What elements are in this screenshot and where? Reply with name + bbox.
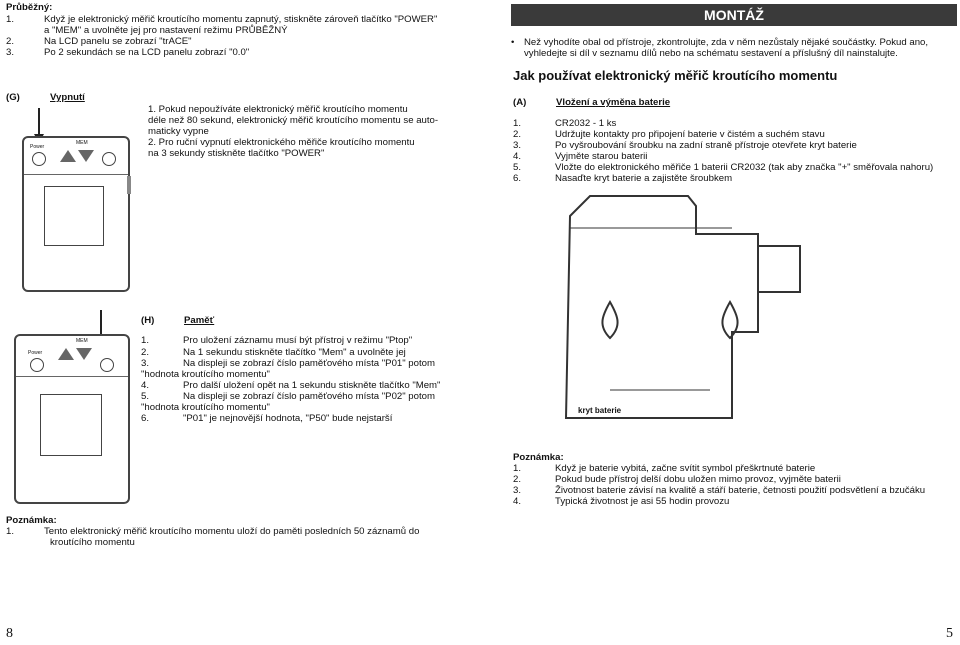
memory-step-4: 4. Pro další uložení opět na 1 sekundu stiskněte tlačítko "Mem" [141,380,441,391]
battery-cover-label: kryt baterie [578,406,622,415]
memory-step-5: 5. Na displeji se zobrazí číslo paměťového místa "P02" potom [141,391,435,402]
divider [16,376,128,377]
unpack-bullet: • Než vyhodíte obal od přístroje, zkontrolujte, zda v něm nezůstaly nějaké součástky. Pokud ano, vyhledejte si díl v seznamu dílů nebo na schématu sestavení a příslušný díl nainstalujte. [511,37,929,59]
screw-hole-icon [722,302,737,338]
page-number-left: 8 [6,626,13,641]
page-number-right: 5 [946,626,953,641]
up-arrow-button-icon [58,348,74,360]
continuous-step-1: 1. Když je elektronický měřič kroutícího momentu zapnutý, stiskněte zároveň tlačítko "POWER" [6,14,438,25]
screw-hole-icon [602,302,617,338]
right-note-title: Poznámka: [513,452,564,463]
power-button-icon [30,358,44,372]
arrow-icon [38,108,40,136]
device-body [22,136,130,292]
divider [24,174,128,175]
memory-step-2: 2. Na 1 sekundu stiskněte tlačítko "Mem" a uvolněte jej [141,347,406,358]
right-note-item-3: 3. Životnost baterie závisí na kvalitě a stáří baterie, četnosti použití podsvětlení a bzučáku [513,485,926,496]
side-connector [127,176,131,194]
memory-step-5-cont: "hodnota kroutícího momentu" [141,402,270,413]
memory-step-3: 3. Na displeji se zobrazí číslo paměťového místa "P01" potom [141,358,435,369]
section-a-title: Vložení a výměna baterie [556,97,671,108]
mem-button-icon [102,152,116,166]
arrow-icon [100,310,102,336]
up-arrow-button-icon [60,150,76,162]
device-body [14,334,130,504]
section-g-label: (G) [6,92,20,103]
continuous-mode-title: Průběžný: [6,2,53,13]
mem-button-icon [100,358,114,372]
section-a-label: (A) [513,97,527,108]
bullet-icon: • [511,37,515,48]
down-arrow-button-icon [78,150,94,162]
battery-step-1: 1. CR2032 - 1 ks [513,118,617,129]
left-note-item-1: 1. Tento elektronický měřič kroutícího momentu uloží do paměti posledních 50 záznamů do [6,526,420,537]
battery-step-2: 2. Udržujte kontakty pro připojení baterie v čistém a suchém stavu [513,129,825,140]
right-note-item-4: 4. Typická životnost je asi 55 hodin provozu [513,496,730,507]
section-h-label: (H) [141,315,155,326]
down-arrow-button-icon [76,348,92,360]
continuous-step-2: 2. Na LCD panelu se zobrazí "trACE" [6,36,192,47]
right-note-item-1: 1. Když je baterie vybitá, začne svítit symbol přeškrtnuté baterie [513,463,816,474]
memory-step-3-cont: "hodnota kroutícího momentu" [141,369,270,380]
memory-step-1: 1. Pro uložení záznamu musí být přístroj v režimu "Ptop" [141,335,413,346]
device-housing [566,196,758,418]
mem-button-label: MEM [76,140,88,146]
battery-step-4: 4. Vyjměte starou baterii [513,151,648,162]
power-button-label: Power [28,350,43,356]
mem-button-label: MEM [76,338,88,344]
section-g-paragraph-2: 2. Pro ruční vypnutí elektronického měřiče kroutícího momentu na 3 sekundy stiskněte tlačítko "POWER" [148,137,415,159]
memory-step-6: 6. "P01" je nejnovější hodnota, "P50" bude nejstarší [141,413,393,424]
right-note-item-2: 2. Pokud bude přístroj delší dobu uložen mimo provoz, vyjměte baterii [513,474,841,485]
battery-step-3: 3. Po vyšroubování šroubku na zadní straně přístroje otevřete kryt baterie [513,140,857,151]
power-button-label: Power [30,144,45,150]
section-h-title: Paměť [184,315,215,326]
battery-step-5: 5. Vložte do elektronického měřiče 1 baterii CR2032 (tak aby značka "+" směřovala nahoru) [513,162,934,173]
how-to-use-title: Jak používat elektronický měřič kroutícího momentu [513,68,838,83]
continuous-step-1-cont: a "MEM" a uvolněte jej pro nastavení režimu PRŮBĚŽNÝ [44,25,288,36]
lcd-screen [44,186,104,246]
section-g-paragraph-1: 1. Pokud nepoužíváte elektronický měřič kroutícího momentu déle než 80 sekund, elektronický měřič kroutícího momentu se auto- maticky vypne [148,104,439,137]
drive-square [758,246,800,292]
lcd-screen [40,394,102,456]
section-g-title: Vypnutí [50,92,85,103]
continuous-step-3: 3. Po 2 sekundách se na LCD panelu zobrazí "0.0" [6,47,250,58]
assembly-header: MONTÁŽ [511,4,957,26]
power-button-icon [32,152,46,166]
left-note-title: Poznámka: [6,515,57,526]
battery-step-6: 6. Nasaďte kryt baterie a zajistěte šroubkem [513,173,733,184]
device-side-view-figure [520,190,820,440]
left-note-item-1-cont: kroutícího momentu [50,537,135,548]
